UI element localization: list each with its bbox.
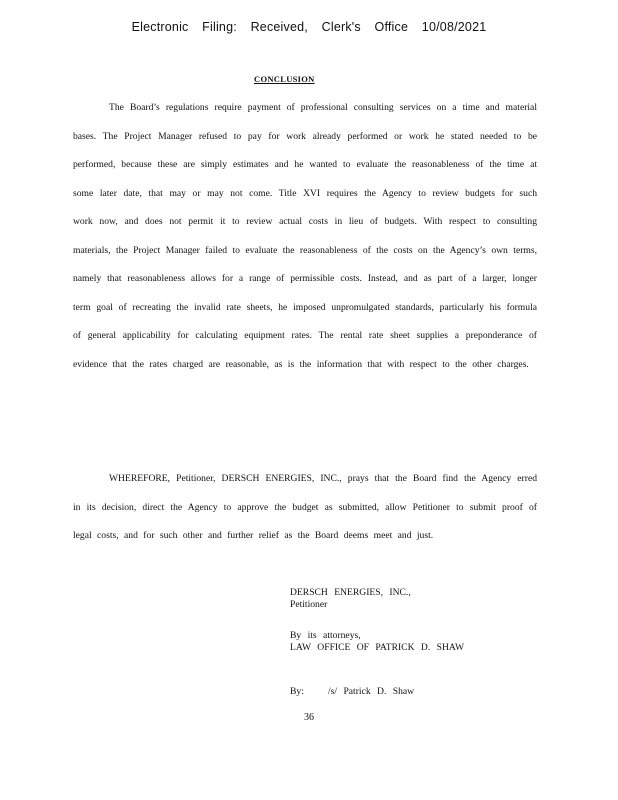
page-number: 36 <box>304 712 314 723</box>
section-heading-conclusion: CONCLUSION <box>254 74 315 84</box>
by-attorneys-label: By its attorneys, <box>290 630 361 641</box>
wherefore-paragraph: WHEREFORE, Petitioner, DERSCH ENERGIES, INC., prays that the Board find the Agency erred in its decision, direct the Agency to approve the budget as submitted, allow Petitioner to submit proof of legal costs, and for such other and further relief as the Board deems meet and just. <box>73 473 537 541</box>
signed-name: /s/ Patrick D. Shaw <box>328 686 415 697</box>
law-office-name: LAW OFFICE OF PATRICK D. SHAW <box>290 642 465 653</box>
signature-line <box>290 686 414 698</box>
by-label: By: <box>290 686 304 697</box>
filing-stamp-header: Electronic Filing: Received, Clerk's Office 10/08/2021 <box>131 20 487 34</box>
signature-attorney-block <box>290 630 464 654</box>
conclusion-paragraph: The Board’s regulations require payment of professional consulting services on a time and material bases. The Project Manager refused to pay for work already performed or work he stated needed to be performed, because these are simply estimates and he wanted to evaluate the reasonableness of the time at some later date, that may or may not come. Title XVI requires the Agency to review budgets for such work now, and does not permit it to review actual costs in lieu of budgets. With respect to consulting materials, the Project Manager failed to evaluate the reasonableness of the costs on the Agency’s own terms, namely that reasonableness allows for a range of permissible costs. Instead, and as part of a larger, longer term goal of recreating the invalid rate sheets, he imposed unpromulgated standards, particularly his formula of general applicability for calculating equipment rates. The rental rate sheet supplies a preponderance of evidence that the rates charged are reasonable, as is the information that with respect to the other charges. <box>73 102 537 370</box>
signature-party-block <box>290 587 411 611</box>
party-name: DERSCH ENERGIES, INC., <box>290 587 411 598</box>
party-role: Petitioner <box>290 599 328 610</box>
